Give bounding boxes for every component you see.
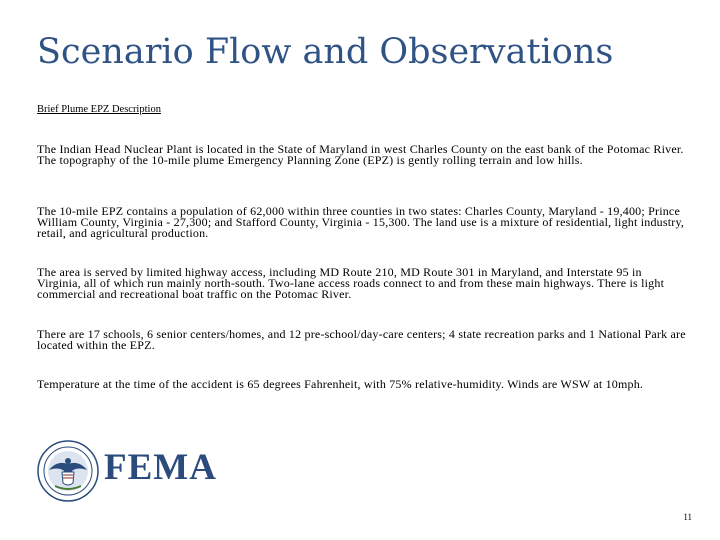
paragraph-highway-access: The area is served by limited highway access, including MD Route 210, MD Route 301 in Maryland, and Interstate 95 in Virginia, all of which run mainly north-south. Two-lane access roads connect to and from these main highways. There is light commercial and recreational boat traffic on the Potomac River. [37,265,665,301]
section-subheading: Brief Plume EPZ Description [37,104,161,115]
slide-title: Scenario Flow and Observations [37,32,614,72]
paragraph-population: The 10-mile EPZ contains a population of 62,000 within three counties in two states: Charles County, Maryland - 19,400; Prince William County, Virginia - 27,300; and Stafford County, Virginia - 15,300. The land use is a mixture of residential, light industry, retail, and agricultural production. [37,204,685,240]
fema-logo-text: FEMA [104,447,217,488]
paragraph-weather: Temperature at the time of the accident is 65 degrees Fahrenheit, with 75% relative-humidity. Winds are WSW at 10mph. [37,377,644,391]
page-number: 11 [683,512,692,522]
paragraph-plant-location: The Indian Head Nuclear Plant is located in the State of Maryland in west Charles County on the east bank of the Potomac River. The topography of the 10-mile plume Emergency Planning Zone (EPZ) is gently rolling terrain and low hills. [37,142,684,167]
dhs-seal-icon [37,440,99,502]
paragraph-facilities: There are 17 schools, 6 senior centers/homes, and 12 pre-school/day-care centers; 4 state recreation parks and 1 National Park are located within the EPZ. [37,327,686,352]
